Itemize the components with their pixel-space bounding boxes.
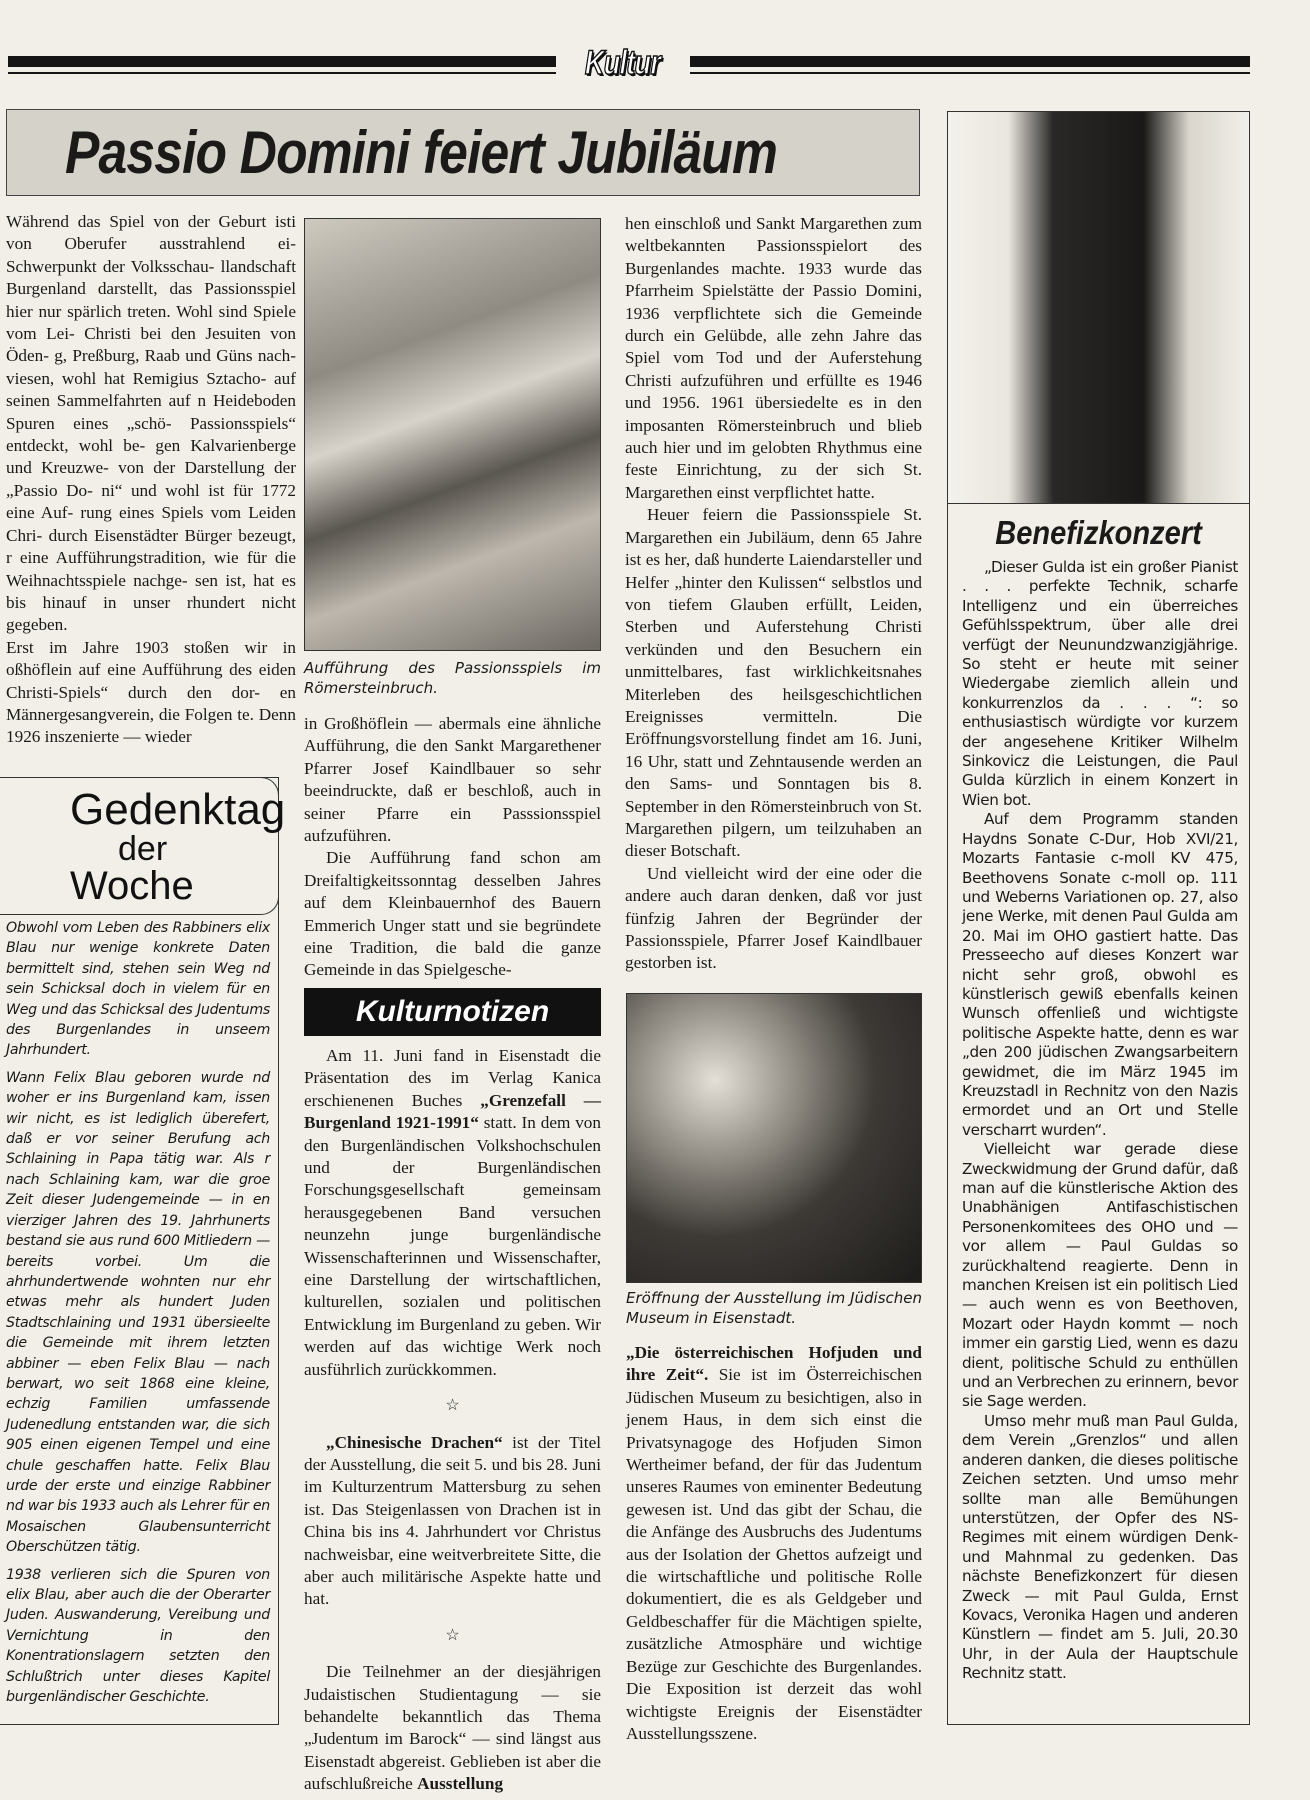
paragraph bbox=[626, 1342, 922, 1745]
benefizkonzert-text bbox=[962, 558, 1238, 1684]
paragraph bbox=[304, 1045, 601, 1381]
text: ist der Titel der Ausstellung, die seit 5. und bis 28. Juni im Kulturzentrum Mattersburg zu sehen ist. Das Steigenlassen von Drachen ist in China bis ins 4. Jahrhundert vor Christus nachweisbar, eine weitverbreitete Sitte, die aber auch militärische Aspekte hatte und hat. bbox=[304, 1432, 601, 1609]
article-column-1 bbox=[6, 211, 296, 749]
text: Die Teilnehmer an der diesjährigen Judaistischen Studientagung — sie behandelte bekanntlich das Thema „Judentum im Barock“ — sind längst aus Eisenstadt abgereist. Geblieben ist aber die aufschlußreiche bbox=[304, 1662, 601, 1794]
paragraph: Und vielleicht wird der eine oder die andere auch daran denken, daß vor just fünfzig Jahren der Begründer der Passionsspiele, Pfarrer Josef Kaindlbauer gestorben ist. bbox=[625, 863, 922, 973]
museum-opening-photo bbox=[626, 993, 922, 1283]
section-rule-left bbox=[8, 56, 556, 67]
gedenktag-title-2: der bbox=[118, 830, 168, 868]
exhibition-title: „Chinesische Drachen“ bbox=[326, 1432, 503, 1452]
kulturnotizen-column-cont bbox=[626, 1342, 922, 1745]
kulturnotizen-title: Kulturnotizen bbox=[304, 988, 601, 1036]
photo-caption: Eröffnung der Ausstellung im Jüdischen Museum in Eisenstadt. bbox=[626, 1289, 922, 1327]
paragraph: Vielleicht war gerade diese Zweckwidmung der Grund dafür, daß man auf die künstlerische Aktion des Unabhänigen Antifaschistischen Personenkomitees des OHO und — vor allem — Paul Guldas so zurückhaltend reagierte. Denn in manchen Kreisen ist ein politisch Lied — auch wenn es von Beethoven, Mozart oder Haydn kommt — noch immer ein garstig Lied, wenn es dazu dient, politische Schuld zu enthüllen und an Verbrechen zu erinnern, bevor sie Sage werden. bbox=[962, 1140, 1238, 1411]
paragraph: in Großhöflein — abermals eine ähnliche Aufführung, die den Sankt Margarethener Pfarrer Josef Kaindlbauer so sehr beeindruckte, daß er beschloß, auch in seiner Pfarre ein Passsionsspiel aufzuführen. bbox=[304, 714, 601, 846]
benefizkonzert-title: Benefizkonzert bbox=[995, 514, 1202, 551]
exhibition-title: „Die österreichischen Hofjuden und ihre Zeit“. bbox=[626, 1343, 922, 1385]
paragraph: Obwohl vom Leben des Rabbiners elix Blau nur wenige konkrete Daten bermittelt sind, stehen sein Weg nd sein Schicksal doch in vielem für en Weg und das Schicksal des Judentums des Burgenlandes in unseem Jahrhundert. bbox=[6, 920, 270, 1059]
paragraph: Umso mehr muß man Paul Gulda, dem Verein „Grenzlos“ und allen anderen danken, die dieses politische Zeichen setzten. Und umso mehr sollte man alle Bemühungen unterstützen, der Opfer des NS-Regimes mit einem würdigen Denk- und Mahnmal zu gedenken. Das nächste Benefizkonzert für diesen Zweck — mit Paul Gulda, Ernst Kovacs, Veronika Hagen und anderen Künstlern — findet am 5. Juli, 20.30 Uhr, in der Aula der Hauptschule Rechnitz statt. bbox=[962, 1411, 1238, 1683]
text: Am 11. Juni fand in Eisenstadt die Präsentation des im Verlag Kanica erschienenen Buches bbox=[304, 1046, 601, 1110]
headline-box bbox=[6, 109, 920, 196]
article-headline: Passio Domini feiert Jubiläum bbox=[65, 119, 777, 186]
section-rule-right-thin bbox=[690, 72, 1250, 74]
gedenktag-text bbox=[6, 918, 270, 1714]
gedenktag-header bbox=[0, 777, 286, 915]
section-rule-left-thin bbox=[8, 72, 556, 74]
paragraph: Auf dem Programm standen Haydns Sonate C-Dur, Hob XVI/21, Mozarts Fantasie c-moll KV 475, Beethovens Sonate c-moll op. 111 und Weberns Variationen op. 27, also jene Werke, mit denen Paul Gulda am 20. Mai im OHO gastiert hatte. Das Presseecho auf dieses Konzert war nicht sehr groß, obwohl es künstlerisch gewiß ebenfalls keinen Wunsch offenließ und wichtigste politische Aspekte hatte, denn es war „den 200 jüdischen Zwangsarbeitern gewidmet, die im März 1945 im Kreuzstadl in Rechnitz von den Nazis ermordet und an Ort und Stelle verscharrt wurden“. bbox=[962, 810, 1238, 1139]
gedenktag-title-3: Woche bbox=[70, 864, 194, 908]
article-column-2 bbox=[304, 713, 601, 982]
section-label-kultur: Kultur bbox=[584, 44, 661, 82]
paragraph: Wann Felix Blau geboren wurde nd woher er ins Burgenland kam, issen wir nicht, es ist lediglich überefert, daß er vor seiner Berufung ach Schlaining in Papa tätig war. Als r nach Schlaining kam, war die groe Zeit dieser Judengemeinde — in en vierziger Jahren des 19. Jahrhunerts bestand sie aus rund 600 Mitliedern — bereits vorbei. Um die ahrhundertwende wohnten nur ehr etwas mehr als hundert Juden Stadtschlaining und 1931 übersieelte die Gemeinde mit ihrem letzten abbiner — eben Felix Blau — nach berwart, wo seit 1868 eine kleine, echzig Familien umfassende Judenedlung entstanden war, die sich 905 einen eigenen Tempel und eine chule geschaffen hatte. Felix Blau urde der erste und einzige Rabbiner nd war bis 1933 auch als Lehrer für en Mosaischen Glaubensunterricht Oberschützen tätig. bbox=[6, 1069, 270, 1556]
paragraph: 1938 verlieren sich die Spuren von elix Blau, aber auch die der Oberarter Juden. Auswanderung, Vereibung und Vernichtung in den Konentrationslagern setzten den Schlußtrich unter dieses Kapitel burgenländischer Geschichte. bbox=[6, 1566, 270, 1706]
star-separator-icon: ☆ bbox=[445, 1397, 460, 1415]
passion-play-photo bbox=[304, 218, 601, 651]
paragraph: Während das Spiel von der Geburt isti von Oberufer ausstrahlend ei- Schwerpunkt der Volksschau- llandschaft Burgenland darstellt, das Passionsspiel hier nur spärlich treten. Wohl sind Spiele vom Lei- Christi bei den Jesuiten von Öden- g, Preßburg, Raab und Güns nach- viesen, wohl hat Remigius Sztacho- auf seinen Sammelfahrten auf n Heideboden Spuren eines „schö- Passionsspiels“ entdeckt, wohl be- gen Kalvarienberge und Kreuzwe- von der Darstellung der „Passio Do- ni“ und wohl ist für 1772 eine Auf- rung eines Spiels vom Leiden Chri- durch Eisenstädter Bürger bezeugt, r eine Aufführungstradition, wie für die Weihnachtsspiele nachge- sen ist, hat es bis hinauf in unser rhundert nicht gegeben. bbox=[6, 212, 296, 635]
kulturnotizen-column bbox=[304, 1045, 601, 1796]
article-column-3 bbox=[625, 213, 922, 975]
text: statt. In dem von den Burgenländischen Volkshochschulen und der Burgenländischen Forschungsgesellschaft gemeinsam herausgegebenen Band versuchen neunzehn junge burgenländische Wissenschafterinnen und Wissenschafter, eine Darstellung der wirtschaftlichen, kulturellen, sozialen und politischen Entwicklung im Burgenland zu geben. Wir werden auf das wichtige Werk noch ausführlich zurückkommen. bbox=[304, 1113, 601, 1379]
text: Sie ist im Österreichischen Jüdischen Museum zu besichtigen, also in jenem Haus, in dem sich einst die Privatsynagoge des Hofjuden Simon Wertheimer befand, der für das Judentum unseres Raumes von eminenter Bedeutung gewesen ist. Und das gibt der Schau, die die Anfänge des Ausbruchs des Judentums aus der Isolation der Ghettos aufzeigt und die wirtschaftliche und politische Rolle dokumentiert, die es als Geldgeber und Geldbeschaffer für die Mächtigen spielte, zusätzliche Atmosphäre und wichtige Bezüge zur Geschichte des Burgenlandes. Die Exposition ist derzeit das wohl wichtigste Ereignis der Eisenstädter Ausstellungsszene. bbox=[626, 1365, 922, 1743]
paragraph bbox=[304, 1432, 601, 1611]
section-rule-right bbox=[690, 56, 1250, 67]
photo-caption: Aufführung des Passionsspiels im Römersteinbruch. bbox=[304, 659, 601, 697]
paragraph: „Dieser Gulda ist ein großer Pianist . . . perfekte Technik, scharfe Intelligenz und ein überreiches Gefühlsspektrum, über alle drei verfügt der Neunundzwanzigjährige. So steht er heute mit seiner Wiedergabe ziemlich allein und konkurrenzlos da . . . “: so enthusiastisch würdigte vor kurzem der angesehene Kritiker Wilhelm Sinkovicz die Leistungen, die Paul Gulda kürzlich in einem Konzert in Wien bot. bbox=[962, 558, 1238, 809]
paragraph: hen einschloß und Sankt Margarethen zum weltbekannten Passionsspielort des Burgenlandes machte. 1933 wurde das Pfarrheim Spielstätte der Passio Domini, 1936 verpflichtete sich die Gemeinde durch ein Gelübde, alle zehn Jahre das Spiel vom Tod und der Auferstehung Christi aufzuführen und erfüllte es 1946 und 1956. 1961 übersiedelte es in den imposanten Römersteinbruch und blieb auch hier und im gelobten Rhythmus eine feste Einrichtung, zu der sich St. Margarethen einst verpflichtet hatte. bbox=[625, 214, 922, 502]
star-separator-icon: ☆ bbox=[445, 1626, 460, 1644]
bold-text: Ausstellung bbox=[417, 1774, 504, 1794]
paragraph: Heuer feiern die Passionsspiele St. Margarethen ein Jubiläum, denn 65 Jahre ist es her, daß hunderte Laiendarsteller und Helfer „hinter den Kulissen“ selbstlos und von tiefem Glauben erfüllt, Leiden, Sterben und Auferstehung Christi verkünden und den Besuchern ein unmittelbares, fast wirklichkeitsnahes Miterleben des heilsgeschichtlichen Ereignisses vermitteln. Die Eröffnungsvorstellung findet am 16. Juni, 16 Uhr, statt und Zehntausende werden an den Sams- und Sonntagen bis 8. September in den Römersteinbruch von St. Margarethen pilgern, um teilzuhaben an dieser Botschaft. bbox=[625, 505, 922, 861]
paul-gulda-portrait-photo bbox=[948, 112, 1249, 504]
paragraph: Erst im Jahre 1903 stoßen wir in oßhöflein auf eine Aufführung des eiden Christi-Spiels“ durch den dor- en Männergesangverein, die Folgen te. Denn 1926 inszenierte — wieder bbox=[6, 637, 296, 747]
paragraph bbox=[304, 1661, 601, 1795]
paragraph: Die Aufführung fand schon am Dreifaltigkeitssonntag desselben Jahres auf dem Kleinbauernhof des Bauern Emmerich Unger statt und sie begründete eine Tradition, die bald die ganze Gemeinde in das Spielgesche- bbox=[304, 848, 601, 980]
book-title: „Grenzefall — Burgenland 1921-1991“ bbox=[304, 1090, 601, 1133]
gedenktag-title-1: Gedenktag bbox=[70, 785, 286, 834]
